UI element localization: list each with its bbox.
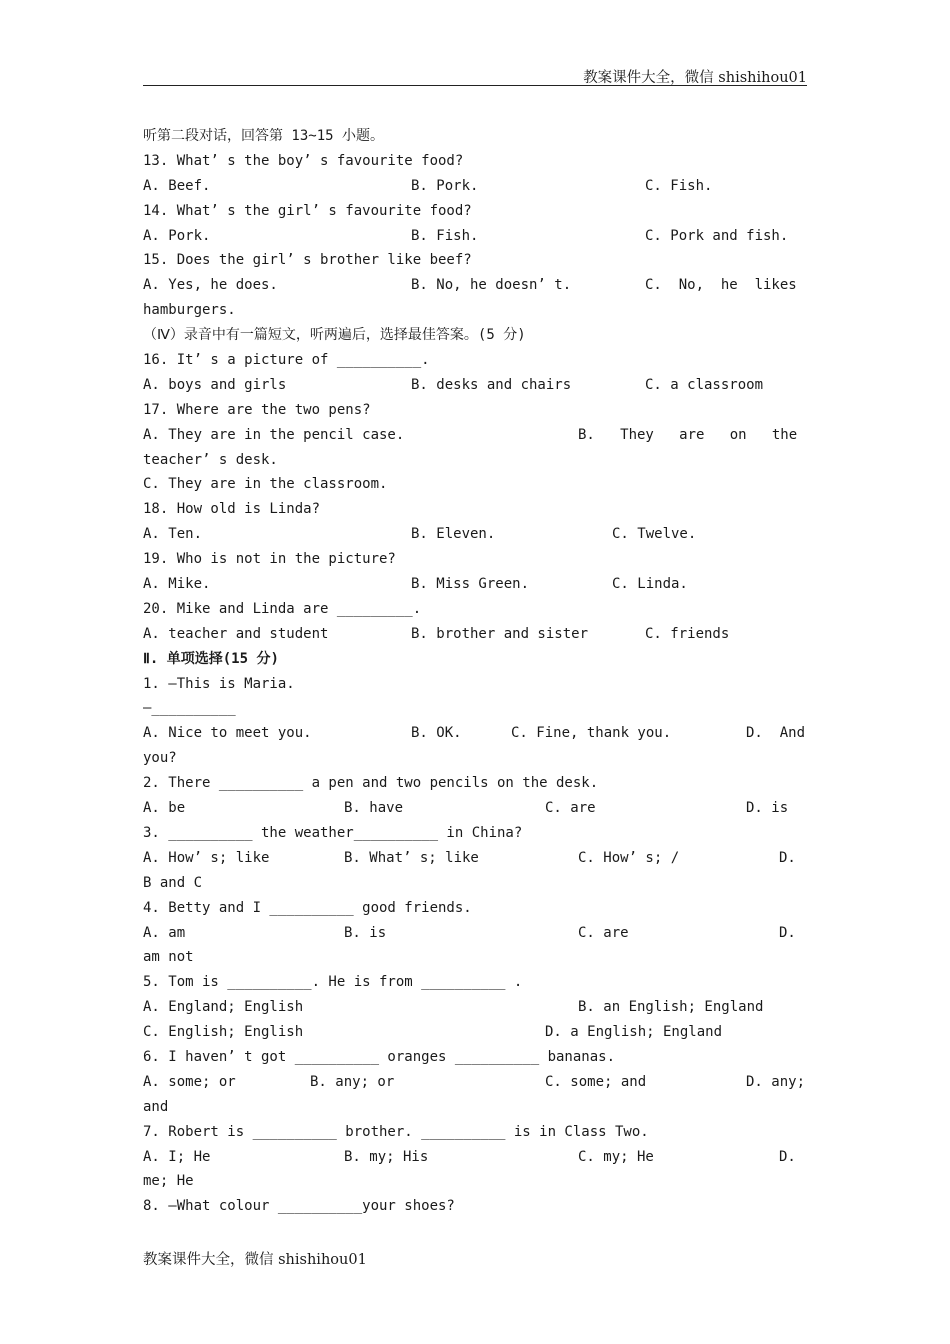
option: B. They are on the — [578, 426, 798, 443]
question — [143, 672, 807, 697]
options-row — [143, 1070, 807, 1095]
text-segment: 7. Robert is __________ brother. __________ is in Class Two. — [143, 1123, 649, 1140]
option: C. friends — [645, 625, 730, 642]
question — [143, 348, 807, 373]
text-segment: teacher’ s desk. — [143, 451, 278, 468]
text-segment: 18. How old is Linda? — [143, 501, 321, 518]
text-segment: Ⅱ. 单项选择(15 分) — [143, 650, 279, 667]
option: A. They are in the pencil case. — [143, 426, 405, 443]
options-row — [143, 921, 807, 946]
question — [143, 771, 807, 796]
option: A. Ten. — [143, 526, 203, 543]
options-row — [143, 995, 807, 1020]
options-row — [143, 796, 807, 821]
question — [143, 497, 807, 522]
question — [143, 398, 807, 423]
option: D. And — [746, 725, 806, 742]
option: B. Miss Green. — [411, 576, 530, 593]
options-row — [143, 522, 807, 547]
option: B. Eleven. — [411, 526, 496, 543]
text-segment: 3. __________ the weather__________ in China? — [143, 824, 523, 841]
text-segment: 20. Mike and Linda are _________. — [143, 600, 422, 617]
section-heading — [143, 323, 807, 348]
option: C. Linda. — [612, 576, 688, 593]
text-segment: 13. What’ s the boy’ s favourite food? — [143, 152, 464, 169]
option-continuation — [143, 1169, 807, 1194]
option: A. Nice to meet you. — [143, 725, 312, 742]
text-segment: —__________ — [143, 700, 236, 717]
option: C. English; English — [143, 1024, 304, 1041]
answer-blank — [143, 696, 807, 721]
options-row — [143, 373, 807, 398]
option: A. I; He — [143, 1148, 211, 1165]
option: B. brother and sister — [411, 625, 589, 642]
option: C. are — [578, 924, 629, 941]
option: C. are — [545, 800, 596, 817]
option: C. Pork and fish. — [645, 227, 789, 244]
option-continuation — [143, 298, 807, 323]
page-header: 教案课件大全，微信 shishihou01 — [583, 70, 807, 86]
question — [143, 149, 807, 174]
text-segment: 5. Tom is __________. He is from __________ . — [143, 974, 523, 991]
option: A. some; or — [143, 1073, 236, 1090]
question — [143, 896, 807, 921]
options-row — [143, 572, 807, 597]
text-segment: 6. I haven’ t got __________ oranges __________ bananas. — [143, 1048, 616, 1065]
option: D. a English; England — [545, 1024, 723, 1041]
section-heading — [143, 647, 807, 672]
option: C. a classroom — [645, 376, 764, 393]
option: A. Beef. — [143, 177, 211, 194]
text-segment: you? — [143, 750, 177, 767]
option: B. What’ s; like — [344, 849, 479, 866]
options-row — [143, 423, 807, 448]
option: D. — [779, 849, 796, 866]
text-segment: 14. What’ s the girl’ s favourite food? — [143, 202, 472, 219]
option: B. Pork. — [411, 177, 479, 194]
text-segment: 听第二段对话，回答第 13~15 小题。 — [143, 128, 385, 144]
options-row — [143, 846, 807, 871]
text-segment: 8. —What colour __________your shoes? — [143, 1198, 455, 1215]
question — [143, 1194, 807, 1219]
option: C. How’ s; / — [578, 849, 680, 866]
option: B. OK. — [411, 725, 462, 742]
option-continuation — [143, 746, 807, 771]
section-heading — [143, 124, 807, 149]
question — [143, 970, 807, 995]
question — [143, 597, 807, 622]
option: A. am — [143, 924, 186, 941]
option: A. England; English — [143, 999, 304, 1016]
option: A. teacher and student — [143, 625, 329, 642]
text-segment: hamburgers. — [143, 302, 236, 319]
option: C. No, he likes — [645, 277, 797, 294]
options-row — [143, 273, 807, 298]
question — [143, 821, 807, 846]
options-row — [143, 1020, 807, 1045]
text-segment: 19. Who is not in the picture? — [143, 551, 396, 568]
option: B. Fish. — [411, 227, 479, 244]
option: D. any; — [746, 1073, 806, 1090]
option-continuation — [143, 871, 807, 896]
text-segment: （Ⅳ）录音中有一篇短文，听两遍后，选择最佳答案。(5 分) — [143, 327, 526, 344]
options-row — [143, 224, 807, 249]
option: B. desks and chairs — [411, 376, 572, 393]
option-continuation — [143, 1095, 807, 1120]
option: C. Fine, thank you. — [511, 725, 672, 742]
option: C. some; and — [545, 1073, 647, 1090]
text-segment: and — [143, 1098, 169, 1115]
option: C. Fish. — [645, 177, 713, 194]
text-segment: 16. It’ s a picture of __________. — [143, 352, 430, 369]
option: A. be — [143, 800, 186, 817]
option: A. boys and girls — [143, 376, 287, 393]
option: D. — [779, 1148, 796, 1165]
option: B. have — [344, 800, 404, 817]
option: C. Twelve. — [612, 526, 697, 543]
question — [143, 1120, 807, 1145]
text-segment: 17. Where are the two pens? — [143, 401, 371, 418]
question — [143, 248, 807, 273]
text-segment: 2. There __________ a pen and two pencils on the desk. — [143, 775, 599, 792]
text-segment: 4. Betty and I __________ good friends. — [143, 899, 472, 916]
option: C. my; He — [578, 1148, 654, 1165]
option: B. is — [344, 924, 387, 941]
option: A. Pork. — [143, 227, 211, 244]
question — [143, 547, 807, 572]
option-continuation — [143, 945, 807, 970]
option: D. — [779, 924, 796, 941]
options-row — [143, 472, 807, 497]
text-segment: 15. Does the girl’ s brother like beef? — [143, 252, 472, 269]
option: A. Yes, he does. — [143, 277, 278, 294]
option-continuation — [143, 448, 807, 473]
text-segment: 1. —This is Maria. — [143, 675, 295, 692]
document-body — [143, 124, 807, 1219]
options-row — [143, 1145, 807, 1170]
text-segment: B and C — [143, 874, 203, 891]
text-segment: am not — [143, 949, 194, 966]
option: B. my; His — [344, 1148, 429, 1165]
option: D. is — [746, 800, 789, 817]
text-segment: me; He — [143, 1173, 194, 1190]
option: B. No, he doesn’ t. — [411, 277, 572, 294]
header-divider — [143, 85, 807, 86]
page-footer: 教案课件大全，微信 shishihou01 — [143, 1252, 367, 1268]
option: B. any; or — [310, 1073, 395, 1090]
question — [143, 199, 807, 224]
options-row — [143, 174, 807, 199]
option: B. an English; England — [578, 999, 764, 1016]
option: A. Mike. — [143, 576, 211, 593]
option: A. How’ s; like — [143, 849, 270, 866]
question — [143, 1045, 807, 1070]
option: C. They are in the classroom. — [143, 476, 388, 493]
options-row — [143, 622, 807, 647]
options-row — [143, 721, 807, 746]
